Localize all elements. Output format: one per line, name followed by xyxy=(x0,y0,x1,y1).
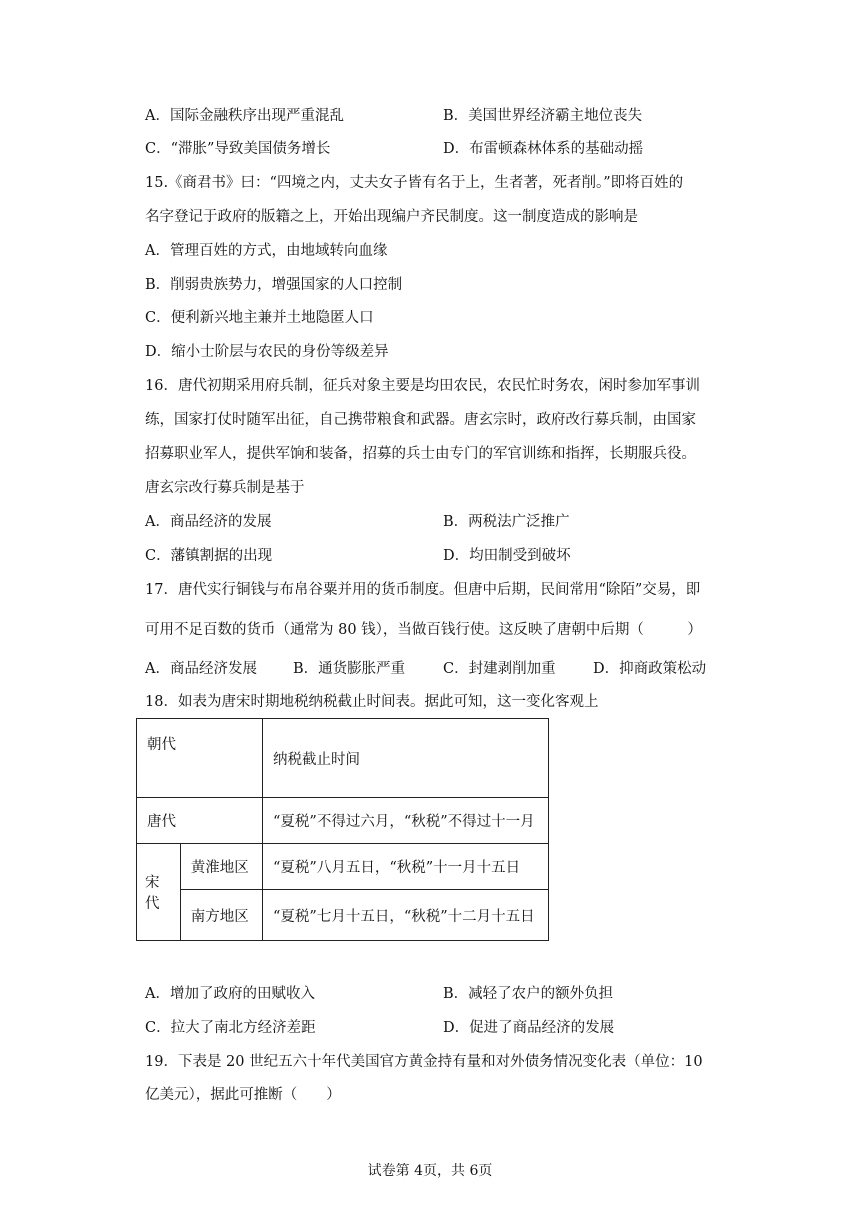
q19-stem-line-1: 19．下表是 20 世纪五六十年代美国官方黄金持有量和对外债务情况变化表（单位：10 xyxy=(145,1054,703,1070)
table-cell-tang: 唐代 xyxy=(137,798,263,844)
q16-option-a: A．商品经济的发展 xyxy=(145,514,272,530)
table-cell-region-huanghuai: 黄淮地区 xyxy=(180,844,262,890)
q15-option-a: A．管理百姓的方式，由地域转向血缘 xyxy=(145,243,388,259)
q19-stem-line-2: 亿美元），据此可推断（ ） xyxy=(145,1087,341,1103)
q18-option-d: D．促进了商品经济的发展 xyxy=(443,1020,615,1036)
q15-option-d: D．缩小士阶层与农民的身份等级差异 xyxy=(145,344,389,360)
q14-option-a: A．国际金融秩序出现严重混乱 xyxy=(145,108,344,124)
q15-option-c: C．便利新兴地主兼并土地隐匿人口 xyxy=(145,310,374,326)
q18-option-c: C．拉大了南北方经济差距 xyxy=(145,1020,316,1036)
q17-option-c: C．封建剥削加重 xyxy=(443,661,556,677)
q17-stem-line-2: 可用不足百数的货币（通常为 80 钱），当做百钱行使。这反映了唐朝中后期（ ） xyxy=(145,622,702,638)
q14-option-d: D．布雷顿森林体系的基础动摇 xyxy=(443,141,644,157)
table-header-dynasty: 朝代 xyxy=(137,719,263,798)
table-row-song-south xyxy=(137,890,549,941)
q16-stem-line-3: 招募职业军人，提供军饷和装备，招募的兵士由专门的军官训练和指挥，长期服兵役。 xyxy=(145,446,696,462)
table-cell-tang-deadline: “夏税”不得过六月，“秋税”不得过十一月 xyxy=(263,798,549,844)
q16-stem-line-4: 唐玄宗改行募兵制是基于 xyxy=(145,480,305,496)
q18-option-b: B．减轻了农户的额外负担 xyxy=(443,986,614,1002)
q15-option-b: B．削弱贵族势力，增强国家的人口控制 xyxy=(145,277,403,293)
q15-stem-line-2: 名字登记于政府的版籍之上，开始出现编户齐民制度。这一制度造成的影响是 xyxy=(145,209,638,225)
table-cell-south-deadline: “夏税”七月十五日，“秋税”十二月十五日 xyxy=(263,890,549,941)
q17-option-b: B．通货膨胀严重 xyxy=(293,661,406,677)
table-header-deadline: 纳税截止时间 xyxy=(263,719,549,798)
q16-option-c: C．藩镇割据的出现 xyxy=(145,548,273,564)
table-row-song-huanghuai xyxy=(137,844,549,890)
q17-option-a: A．商品经济发展 xyxy=(145,661,257,677)
q16-option-b: B．两税法广泛推广 xyxy=(443,514,570,530)
q16-option-d: D．均田制受到破坏 xyxy=(443,548,571,564)
table-cell-huanghuai-deadline: “夏税”八月五日，“秋税”十一月十五日 xyxy=(263,844,549,890)
table-header-row xyxy=(137,719,549,798)
q16-stem-line-2: 练，国家打仗时随军出征，自己携带粮食和武器。唐玄宗时，政府改行募兵制，由国家 xyxy=(145,412,696,428)
table-row-tang xyxy=(137,798,549,844)
q14-option-c: C．“滞胀”导致美国债务增长 xyxy=(145,141,331,157)
q16-stem-line-1: 16．唐代初期采用府兵制，征兵对象主要是均田农民，农民忙时务农，闲时参加军事训 xyxy=(145,378,700,394)
page-footer: 试卷第 4页，共 6页 xyxy=(367,1163,493,1179)
table-cell-song: 宋代 xyxy=(137,844,181,941)
q18-option-a: A．增加了政府的田赋收入 xyxy=(145,986,315,1002)
q18-stem: 18．如表为唐宋时期地税纳税截止时间表。据此可知，这一变化客观上 xyxy=(145,694,599,710)
q15-stem-line-1: 15.《商君书》曰：“四境之内，丈夫女子皆有名于上，生者著，死者削。”即将百姓的 xyxy=(145,175,684,191)
table-cell-region-south: 南方地区 xyxy=(180,890,262,941)
tax-deadline-table xyxy=(136,718,549,941)
q17-option-d: D．抑商政策松动 xyxy=(593,661,707,677)
q14-option-b: B．美国世界经济霸主地位丧失 xyxy=(443,108,643,124)
q17-stem-line-1: 17．唐代实行铜钱与布帛谷粟并用的货币制度。但唐中后期，民间常用“除陌”交易，即 xyxy=(145,582,701,598)
